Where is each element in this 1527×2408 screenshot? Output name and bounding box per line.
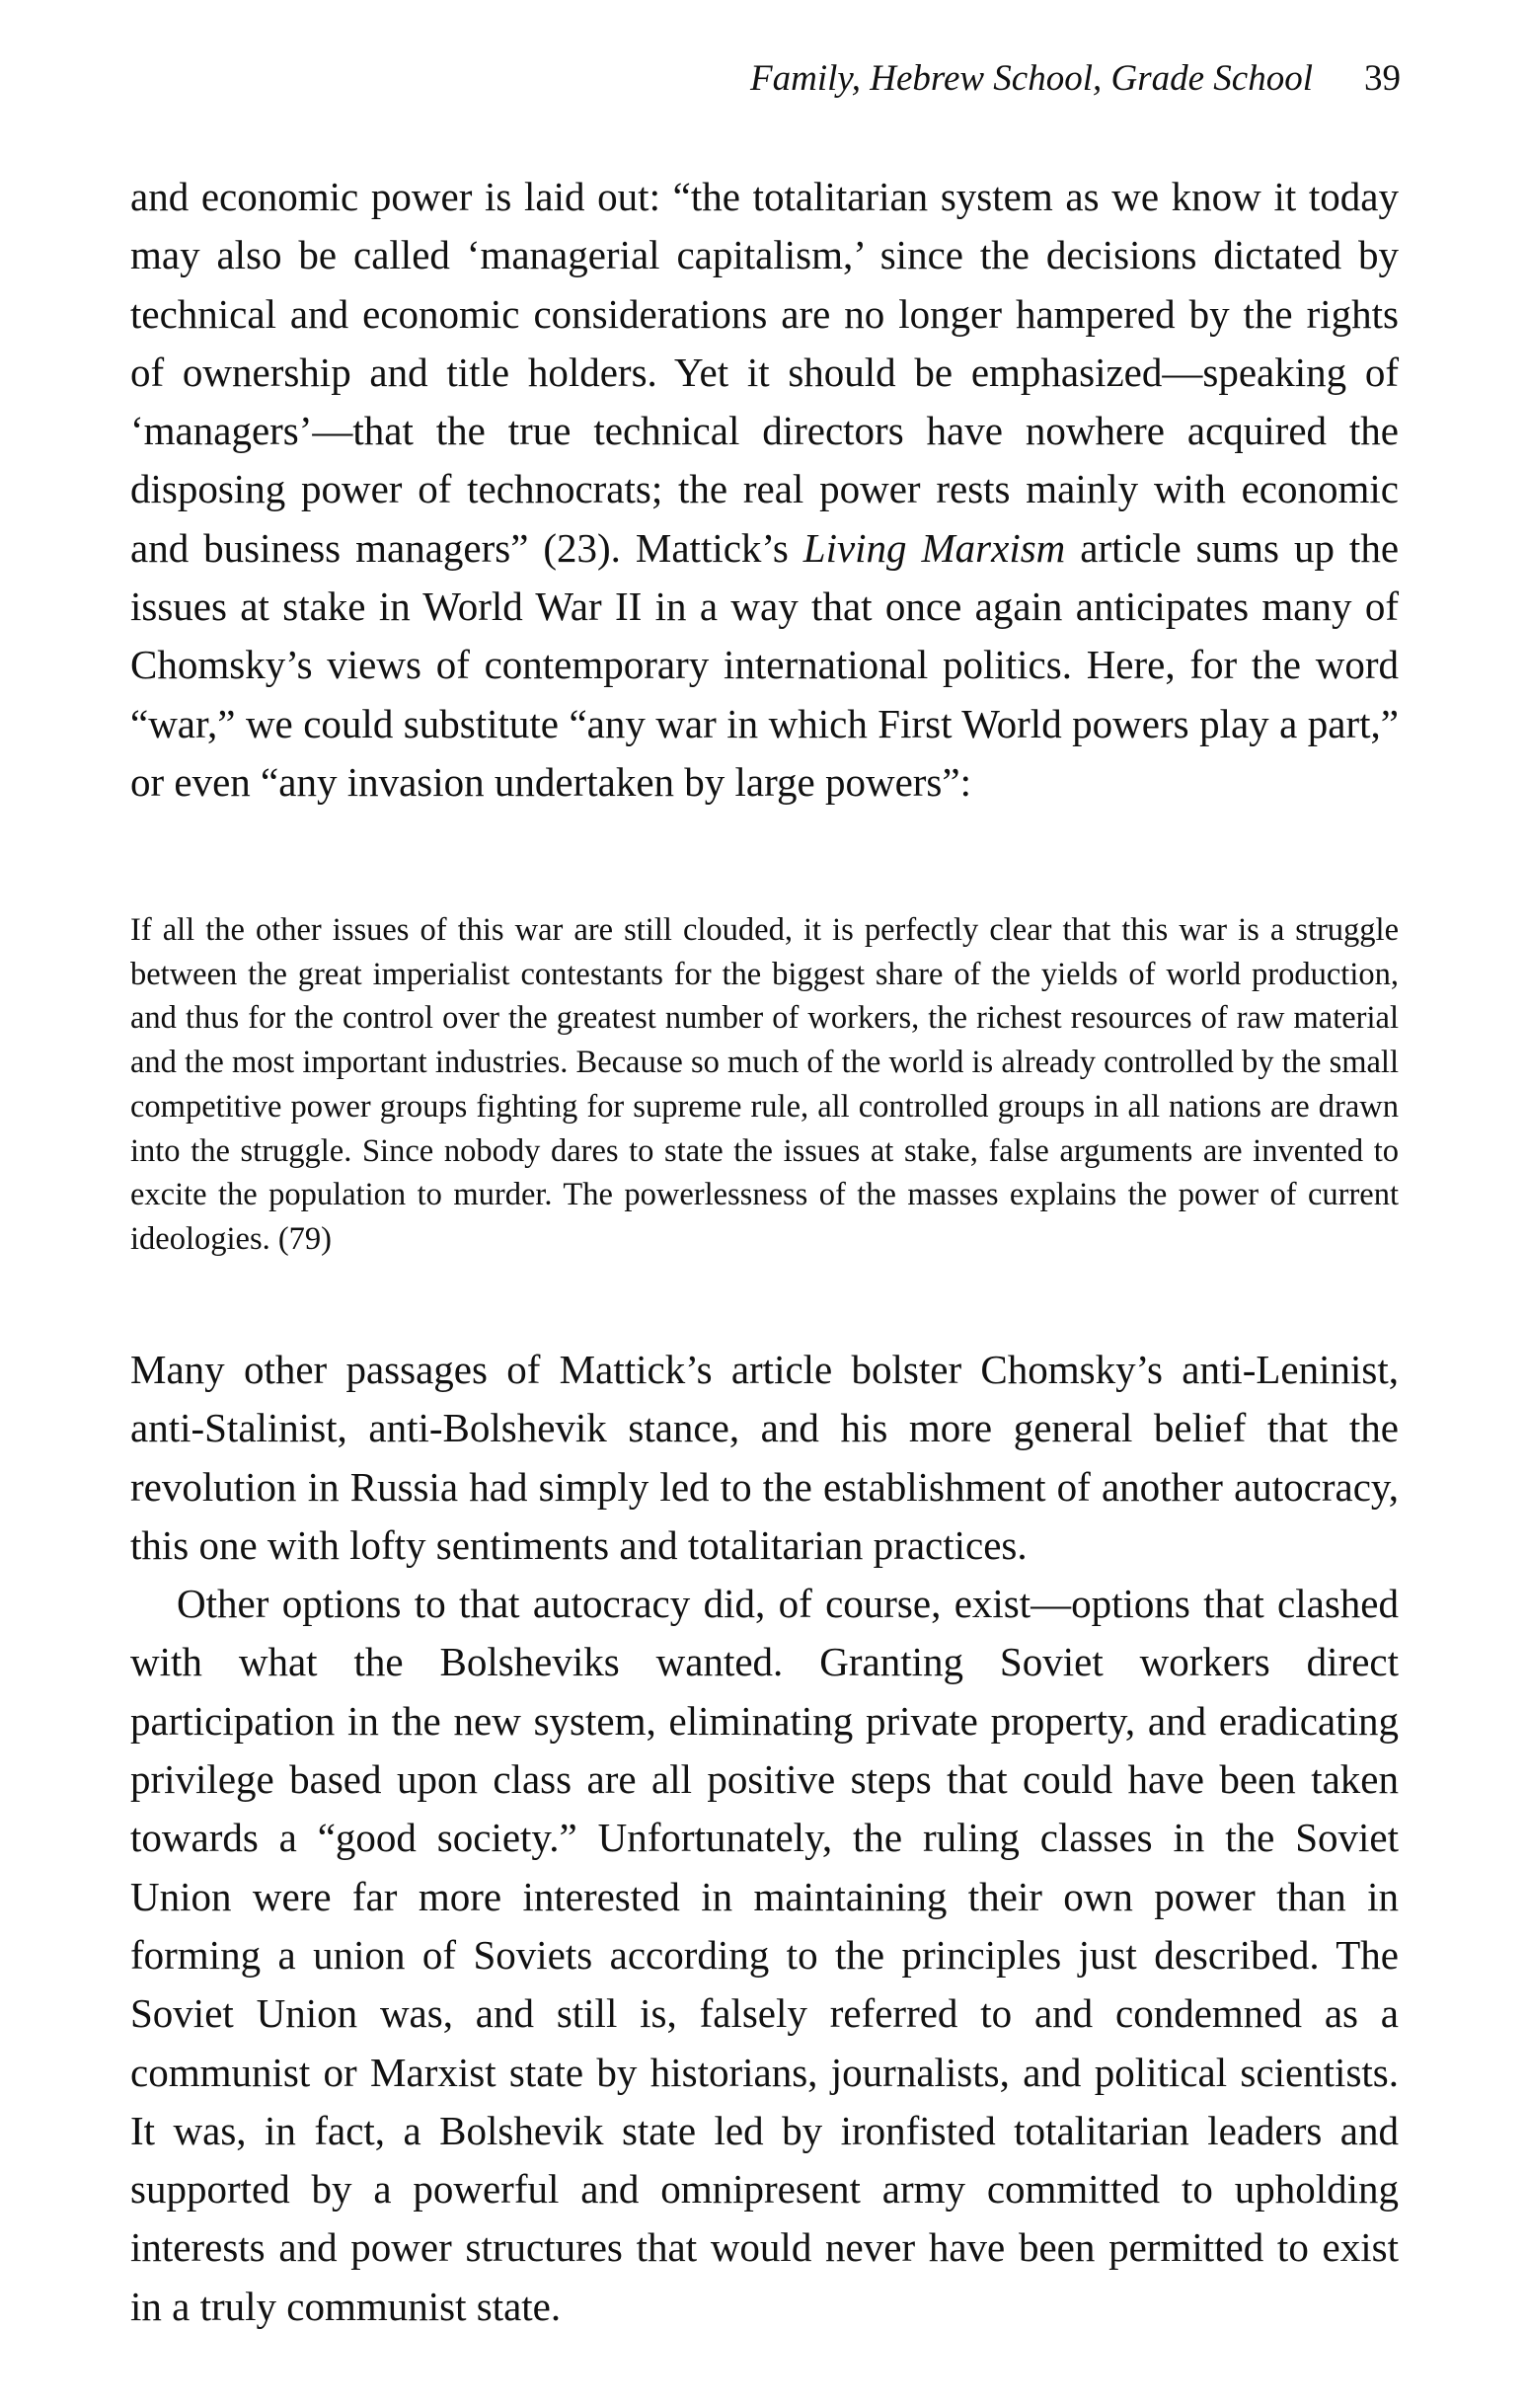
opening-paragraph: [130, 168, 1399, 812]
running-title: Family, Hebrew School, Grade School: [750, 58, 1313, 99]
paragraph: [130, 168, 1399, 812]
body-after-quote: [130, 1341, 1399, 2336]
block-quote: [130, 908, 1399, 1262]
paragraph-text-continued: article sums up the issues at stake in World War II in a way that once again anticipates many of Chomsky’s views of contemporary international politics. Here, for the word “war,” we could substitute “any war in which First World powers play a part,” or even “any invasion undertaken by large powers”:: [130, 524, 1400, 805]
publication-title: Living Marxism: [802, 524, 1066, 571]
quote-text: If all the other issues of this war are still clouded, it is perfectly clear that this war is a struggle between the great imperialist contestants for the biggest share of the yields of world production, and thus for the control over the greatest number of workers, the richest resources of raw material and the most important industries. Because so much of the world is already controlled by the small competitive power groups fighting for supreme rule, all controlled groups in all nations are drawn into the struggle. Since nobody dares to state the issues at stake, false arguments are invented to excite the population to murder. The powerlessness of the masses explains the power of current ideologies. (79): [130, 912, 1399, 1257]
running-head: [750, 57, 1401, 100]
final-paragraph: Other options to that autocracy did, of course, exist—options that clashed with what the Bolsheviks wanted. Granting Soviet workers direct participation in the new system, eliminating private property, and eradicating privilege based upon class are all positive steps that could have been taken towards a “good society.” Unfortunately, the ruling classes in the Soviet Union were far more interested in maintaining their own power than in forming a union of Soviets according to the principles just described. The Soviet Union was, and still is, falsely referred to and condemned as a communist or Marxist state by historians, journalists, and political scientists. It was, in fact, a Bolshevik state led by ironfisted totalitarian leaders and supported by a powerful and omnipresent army committed to upholding interests and power structures that would never have been permitted to exist in a truly communist state.: [130, 1581, 1399, 2329]
paragraph-after-quote: Many other passages of Mattick’s article bolster Chomsky’s anti-Leninist, anti-Stalinist, anti-Bolshevik stance, and his more general belief that the revolution in Russia had simply led to the establishment of another autocracy, this one with lofty sentiments and totalitarian practices.: [130, 1347, 1399, 1568]
paragraph-text: and economic power is laid out: “the totalitarian system as we know it today may also be called ‘managerial capitalism,’ since the decisions dictated by technical and economic considerations are no longer hampered by the rights of ownership and title holders. Yet it should be emphasized—speaking of ‘managers’—that the true technical directors have nowhere acquired the disposing power of technocrats; the real power rests mainly with economic and business managers” (23). Mattick’s: [130, 174, 1399, 571]
page-number: 39: [1364, 58, 1401, 99]
